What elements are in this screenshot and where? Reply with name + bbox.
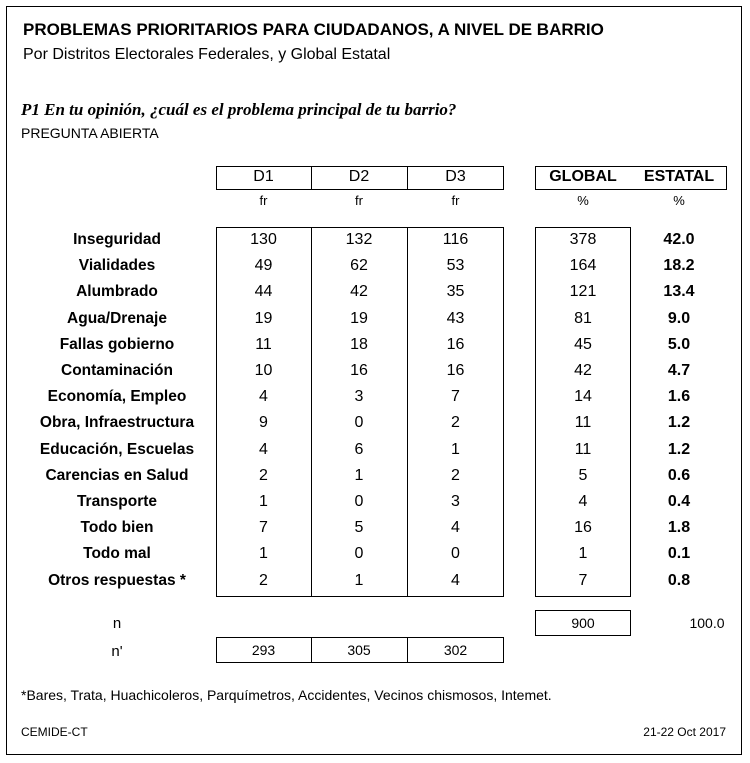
column-unit-global: % xyxy=(577,193,589,208)
table-cell: 0 xyxy=(354,545,364,562)
row-label: Transporte xyxy=(76,493,158,510)
n-prime-label: n' xyxy=(111,643,123,660)
table-cell: 2 xyxy=(451,467,460,484)
table-cell: 1.8 xyxy=(667,519,691,536)
table-cell: 43 xyxy=(446,310,465,327)
row-label: Todo bien xyxy=(80,519,154,536)
n-label: n xyxy=(112,615,122,632)
question-type: PREGUNTA ABIERTA xyxy=(21,125,159,141)
table-cell: 42.0 xyxy=(663,231,695,248)
table-cell: 45 xyxy=(574,336,592,353)
table-cell: 4 xyxy=(578,493,588,510)
table-cell: 1 xyxy=(354,467,364,484)
table-cell: 10 xyxy=(254,362,273,379)
table-cell: 0.6 xyxy=(667,467,691,484)
table-cell: 81 xyxy=(574,310,592,327)
table-cell: 4 xyxy=(259,441,268,458)
table-cell: 121 xyxy=(569,283,597,300)
table-cell: 0 xyxy=(451,545,460,562)
table-cell: 49 xyxy=(254,257,273,274)
table-cell: 16 xyxy=(350,362,368,379)
table-cell: 11 xyxy=(255,336,272,353)
table-cell: 1.2 xyxy=(667,414,691,431)
date-label: 21-22 Oct 2017 xyxy=(643,725,726,739)
table-cell: 7 xyxy=(578,572,588,589)
table-cell: 130 xyxy=(250,231,277,248)
table-cell: 13.4 xyxy=(663,283,695,300)
page-title: PROBLEMAS PRIORITARIOS PARA CIUDADANOS, A NIVEL DE BARRIO xyxy=(23,20,604,39)
table-cell: 0.4 xyxy=(667,493,691,510)
table-cell: 18 xyxy=(350,336,368,353)
table-cell: 35 xyxy=(446,283,465,300)
column-header-d1: D1 xyxy=(253,168,274,185)
table-cell: 18.2 xyxy=(663,257,695,274)
column-unit-estatal: % xyxy=(673,193,685,208)
table-cell: 5 xyxy=(578,467,588,484)
table-cell: 5.0 xyxy=(667,336,691,353)
column-unit-d1: fr xyxy=(259,193,268,208)
table-cell: 16 xyxy=(446,362,465,379)
table-cell: 4.7 xyxy=(667,362,691,379)
table-cell: 1 xyxy=(354,572,364,589)
footnote: *Bares, Trata, Huachicoleros, Parquímetros, Accidentes, Vecinos chismosos, Intemet. xyxy=(21,687,552,703)
table-cell: 7 xyxy=(259,519,268,536)
table-cell: 0.8 xyxy=(667,572,691,589)
table-cell: 44 xyxy=(254,283,273,300)
row-label: Inseguridad xyxy=(73,231,161,248)
row-label: Fallas gobierno xyxy=(59,336,175,353)
table-cell: 3 xyxy=(354,388,364,405)
table-cell: 42 xyxy=(350,283,368,300)
table-cell: 132 xyxy=(345,231,373,248)
row-label: Obra, Infraestructura xyxy=(39,414,195,431)
table-cell: 14 xyxy=(574,388,592,405)
n-global-value: 900 xyxy=(571,615,595,631)
table-cell: 19 xyxy=(350,310,368,327)
row-label: Educación, Escuelas xyxy=(39,441,195,458)
n-estatal-value: 100.0 xyxy=(689,615,725,631)
source-label: CEMIDE-CT xyxy=(21,725,88,739)
table-cell: 2 xyxy=(451,414,460,431)
row-label: Otros respuestas * xyxy=(48,572,186,589)
column-header-d3: D3 xyxy=(445,168,466,185)
table-cell: 6 xyxy=(354,441,364,458)
row-label: Contaminación xyxy=(61,362,173,379)
table-cell: 4 xyxy=(451,519,460,536)
row-label: Vialidades xyxy=(78,257,156,274)
table-cell: 1.6 xyxy=(667,388,691,405)
table-cell: 7 xyxy=(451,388,460,405)
row-label: Economía, Empleo xyxy=(47,388,187,405)
table-cell: 42 xyxy=(574,362,592,379)
page-subtitle: Por Distritos Electorales Federales, y Global Estatal xyxy=(23,46,391,63)
table-cell: 378 xyxy=(569,231,597,248)
row-label: Alumbrado xyxy=(76,283,158,300)
n-prime-d2: 305 xyxy=(347,642,371,658)
table-cell: 116 xyxy=(442,231,469,248)
table-cell: 0.1 xyxy=(667,545,691,562)
n-prime-d3: 302 xyxy=(443,642,468,658)
column-header-estatal: ESTATAL xyxy=(643,168,715,185)
column-unit-d2: fr xyxy=(355,193,363,208)
column-header-global: GLOBAL xyxy=(549,168,617,185)
table-cell: 1 xyxy=(259,493,268,510)
table-cell: 164 xyxy=(569,257,597,274)
table-cell: 0 xyxy=(354,414,364,431)
table-cell: 1 xyxy=(451,441,460,458)
table-cell: 1 xyxy=(259,545,268,562)
column-unit-d3: fr xyxy=(451,193,460,208)
row-label: Agua/Drenaje xyxy=(67,310,167,327)
table-cell: 62 xyxy=(350,257,368,274)
n-prime-d1: 293 xyxy=(251,642,276,658)
table-cell: 3 xyxy=(451,493,460,510)
table-cell: 4 xyxy=(259,388,268,405)
table-cell: 11 xyxy=(574,441,592,458)
table-cell: 2 xyxy=(259,467,268,484)
row-label: Todo mal xyxy=(83,545,151,562)
table-cell: 9 xyxy=(259,414,268,431)
table-cell: 4 xyxy=(451,572,460,589)
table-cell: 16 xyxy=(446,336,465,353)
table-cell: 9.0 xyxy=(667,310,691,327)
table-cell: 2 xyxy=(259,572,268,589)
column-header-d2: D2 xyxy=(348,168,370,185)
table-cell: 19 xyxy=(254,310,273,327)
table-cell: 1 xyxy=(578,545,588,562)
table-cell: 53 xyxy=(446,257,465,274)
table-cell: 1.2 xyxy=(667,441,691,458)
table-cell: 16 xyxy=(574,519,592,536)
table-cell: 0 xyxy=(354,493,364,510)
question-text: P1 En tu opinión, ¿cuál es el problema principal de tu barrio? xyxy=(21,100,457,119)
table-cell: 5 xyxy=(354,519,364,536)
table-cell: 11 xyxy=(574,414,592,431)
row-label: Carencias en Salud xyxy=(45,467,189,484)
